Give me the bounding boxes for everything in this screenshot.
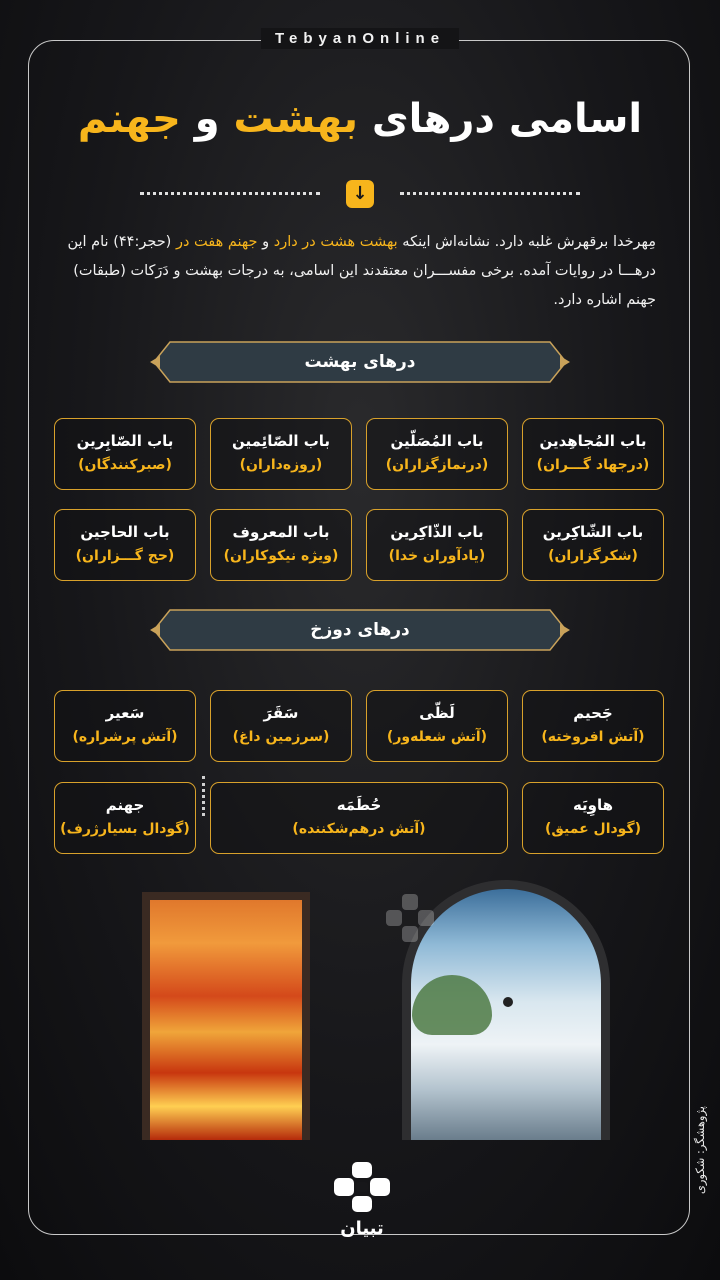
intro-paragraph — [64, 228, 656, 315]
door-name: لَظّی — [419, 704, 455, 722]
heaven-door-card — [210, 509, 352, 581]
title-heaven: بهشت — [233, 96, 358, 142]
hell-door-card — [210, 690, 352, 762]
door-desc: (آتش پرشراره) — [72, 729, 178, 745]
page-title — [0, 96, 720, 142]
door-name: سَعیر — [105, 704, 145, 722]
door-name: باب الصّابِرین — [76, 432, 174, 450]
heaven-door-card — [366, 509, 508, 581]
door-desc: (گودال عمیق) — [544, 821, 641, 837]
dotted-separator — [202, 776, 205, 816]
heaven-door-card — [366, 418, 508, 490]
intro-highlight-hell: جهنم هفت در — [175, 234, 258, 250]
door-desc: (آتش درهم‌شکننده) — [292, 821, 426, 837]
door-name: جَحیم — [573, 704, 613, 722]
title-hell: جهنم — [77, 96, 181, 142]
hell-doors-banner — [150, 606, 570, 654]
door-name: حُطَمَه — [336, 796, 382, 814]
door-desc: (آتش شعله‌ور) — [386, 729, 488, 745]
intro-highlight-heaven: بهشت هشت در دارد — [273, 234, 398, 250]
door-desc: (درنمازگزاران) — [385, 457, 489, 473]
heaven-door-card — [54, 509, 196, 581]
door-name: باب المُصَلّین — [390, 432, 484, 450]
door-desc: (درجهاد گـــران) — [536, 457, 650, 473]
dotted-line-left — [140, 192, 320, 195]
hell-door-card — [54, 690, 196, 762]
door-name: باب الشّاکِرین — [542, 523, 644, 541]
door-desc: (گودال بسیارژرف) — [60, 821, 190, 837]
researcher-credit: پژوهشگر: شکوری — [693, 1106, 707, 1195]
door-desc: (ویژه نیکوکاران) — [223, 548, 339, 564]
door-name: جهنم — [105, 796, 145, 814]
watermark-logo-icon — [384, 892, 436, 962]
door-name: باب المعروف — [232, 523, 330, 541]
door-name: هاوِیَه — [572, 796, 614, 814]
title-part2: و — [180, 96, 234, 142]
heaven-door-card — [54, 418, 196, 490]
intro-text-2: و — [257, 234, 274, 250]
arrow-down-icon: ↓ — [346, 180, 374, 208]
door-knob — [503, 997, 513, 1007]
door-name: باب الذّاکِرین — [390, 523, 484, 541]
door-name: باب المُجاهِدین — [539, 432, 647, 450]
title-divider — [140, 180, 580, 208]
hell-door-card — [366, 690, 508, 762]
door-desc: (روزه‌داران) — [239, 457, 323, 473]
heaven-door-card — [522, 418, 664, 490]
dotted-line-right — [400, 192, 580, 195]
logo-name: تبیان — [340, 1218, 384, 1239]
heaven-banner-label: درهای بهشت — [304, 352, 416, 372]
hell-banner-label: درهای دوزخ — [310, 620, 410, 640]
door-desc: (آتش افروخته) — [541, 729, 645, 745]
site-name: TebyanOnline — [261, 28, 459, 49]
tebyan-logo — [330, 1160, 394, 1250]
heaven-door-card — [522, 509, 664, 581]
intro-text-1: مِهرخدا برقهرش غلبه دارد. نشانه‌اش اینکه — [397, 234, 656, 250]
hell-door-card — [522, 690, 664, 762]
hell-door-card — [522, 782, 664, 854]
hell-door-illustration — [142, 892, 310, 1140]
heaven-door-card — [210, 418, 352, 490]
hell-door-card — [54, 782, 196, 854]
hell-door-card — [210, 782, 508, 854]
heaven-doors-banner — [150, 338, 570, 386]
intro-text-3: (حجر:۴۴) نام این درهـــا در روایات آمده. برخی مفســـران معتقدند این اسامی، به درجات بهشت و دَرَکات (طبقات) جهنم اشاره دارد. — [67, 234, 656, 308]
title-part1: اسامی درهای — [358, 96, 643, 142]
tebyan-logo-icon — [330, 1160, 394, 1216]
door-desc: (یادآوران خدا) — [388, 548, 486, 564]
door-desc: (شکرگزاران) — [548, 548, 638, 564]
door-name: سَقَرَ — [263, 704, 299, 722]
door-desc: (حج گـــزاران) — [75, 548, 175, 564]
door-desc: (صبرکنندگان) — [78, 457, 172, 473]
door-desc: (سرزمین داغ) — [232, 729, 330, 745]
door-name: باب الصّائِمین — [231, 432, 331, 450]
door-name: باب الحاجین — [80, 523, 170, 541]
